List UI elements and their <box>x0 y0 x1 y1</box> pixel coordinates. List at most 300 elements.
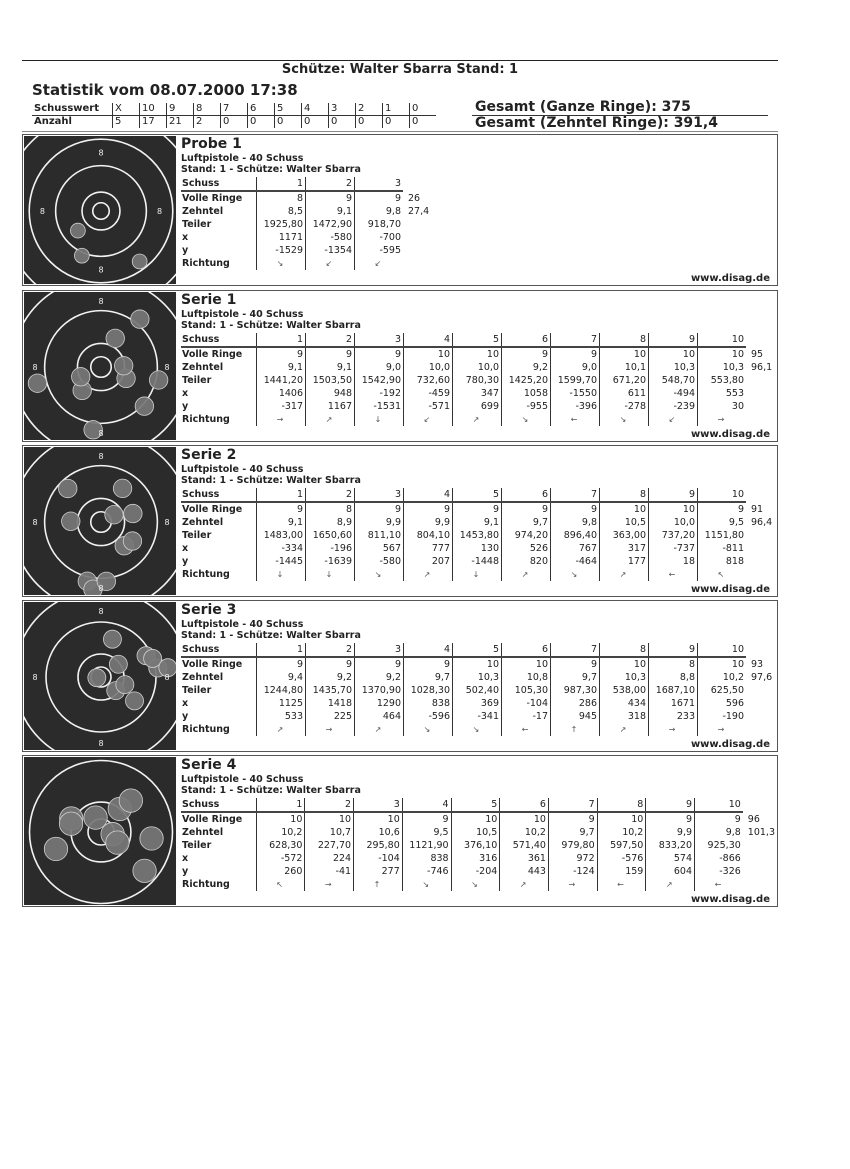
richtung-cell: ↘ <box>551 568 600 581</box>
zehntel-cell: 9,2 <box>502 361 551 374</box>
zehntel-cell: 9,9 <box>355 516 404 529</box>
row-label: Zehntel <box>182 672 224 683</box>
y-cell: 604 <box>646 865 695 878</box>
table-row <box>181 191 431 205</box>
zehntel-cell: 9,2 <box>355 671 404 684</box>
table-row <box>181 697 774 710</box>
website-link: www.disag.de <box>690 584 770 595</box>
teiler-cell: 918,70 <box>355 218 404 231</box>
table-row <box>181 710 774 723</box>
richtung-cell: ↘ <box>451 878 500 891</box>
table-row <box>181 812 777 826</box>
volle-cell: 9 <box>306 657 355 671</box>
y-cell: 277 <box>354 865 403 878</box>
row-label: Teiler <box>182 685 212 696</box>
target-ring <box>24 136 176 284</box>
target-ring <box>82 192 120 230</box>
teiler-cell: 227,70 <box>305 839 354 852</box>
shots-cell: 2 <box>306 488 355 502</box>
shots-cell: 2 <box>306 333 355 347</box>
stand-info: Stand: 1 - Schütze: Walter Sbarra <box>181 785 361 796</box>
table-row <box>181 555 774 568</box>
table-row <box>181 361 774 374</box>
richtung-cell: ↑ <box>354 878 403 891</box>
volle-cell: 9 <box>502 502 551 516</box>
volle-cell: 10 <box>453 347 502 361</box>
zehntel-cell: 8,8 <box>649 671 698 684</box>
zehntel-cell: 10,2 <box>500 826 549 839</box>
volle-cell: 10 <box>649 347 698 361</box>
series-title: Serie 1 <box>181 292 237 308</box>
total-volle: 95 <box>751 348 764 360</box>
shots-cell: 7 <box>551 643 600 657</box>
richtung-cell: ↙ <box>404 413 453 426</box>
teiler-cell: 1441,20 <box>257 374 306 387</box>
shot-hole <box>28 374 46 392</box>
volle-cell: 10 <box>597 812 646 826</box>
richtung-cell: ↗ <box>257 723 306 736</box>
table-row <box>181 852 777 865</box>
richtung-cell: ↗ <box>453 413 502 426</box>
volle-cell: 10 <box>256 812 305 826</box>
zehntel-cell: 9,2 <box>306 671 355 684</box>
series-title: Serie 4 <box>181 757 237 773</box>
y-cell: -17 <box>502 710 551 723</box>
zehntel-cell: 10,0 <box>649 516 698 529</box>
x-cell: 838 <box>402 852 451 865</box>
volle-cell: 9 <box>257 502 306 516</box>
shots-cell: 1 <box>257 333 306 347</box>
y-cell: -1639 <box>306 555 355 568</box>
total-tenth-rings: Gesamt (Zehntel Ringe): 391,4 <box>475 115 718 131</box>
schusswert-value: 10 <box>140 103 167 116</box>
target-svg <box>24 136 176 284</box>
y-cell: 30 <box>698 400 747 413</box>
x-cell: 1125 <box>257 697 306 710</box>
discipline: Luftpistole - 40 Schuss <box>181 464 304 475</box>
website-link: www.disag.de <box>690 894 770 905</box>
volle-cell: 10 <box>600 657 649 671</box>
volle-cell: 9 <box>355 502 404 516</box>
total-volle: 93 <box>751 658 764 670</box>
stand-info: Stand: 1 - Schütze: Walter Sbarra <box>181 320 361 331</box>
teiler-cell: 811,10 <box>355 529 404 542</box>
teiler-cell: 1925,80 <box>257 218 306 231</box>
shots-cell: 8 <box>600 333 649 347</box>
series-panel <box>22 134 778 286</box>
anzahl-value: 2 <box>194 116 221 129</box>
teiler-cell: 979,80 <box>548 839 597 852</box>
y-cell: 318 <box>600 710 649 723</box>
zehntel-cell: 10,2 <box>256 826 305 839</box>
shot-hole <box>62 512 80 530</box>
teiler-cell: 925,30 <box>695 839 743 852</box>
y-cell: -571 <box>404 400 453 413</box>
x-cell: -576 <box>597 852 646 865</box>
shot-table <box>181 333 774 426</box>
teiler-cell: 628,30 <box>256 839 305 852</box>
row-label: Teiler <box>182 219 212 230</box>
row-label: Teiler <box>182 375 212 386</box>
richtung-cell: ↓ <box>257 568 306 581</box>
teiler-cell: 1650,60 <box>306 529 355 542</box>
target-image <box>24 602 176 750</box>
anzahl-value: 0 <box>221 116 248 129</box>
table-row <box>181 865 777 878</box>
volle-cell: 8 <box>306 502 355 516</box>
row-label: Schuss <box>181 333 257 347</box>
shot-hole <box>116 676 134 694</box>
richtung-cell: ↘ <box>257 257 306 270</box>
shots-cell: 4 <box>404 333 453 347</box>
x-cell: 1290 <box>355 697 404 710</box>
zehntel-cell: 9,1 <box>453 516 502 529</box>
row-label: y <box>182 711 189 722</box>
volle-cell: 10 <box>698 347 747 361</box>
target-ring <box>56 166 147 257</box>
x-cell: 567 <box>355 542 404 555</box>
x-cell: 317 <box>600 542 649 555</box>
shot-hole <box>88 669 106 687</box>
y-cell: 945 <box>551 710 600 723</box>
x-cell: 434 <box>600 697 649 710</box>
zehntel-cell: 9,8 <box>695 826 743 839</box>
total-zehntel: 27,4 <box>408 206 430 217</box>
zehntel-cell: 10,1 <box>600 361 649 374</box>
shots-cell: 5 <box>453 333 502 347</box>
volle-cell: 9 <box>306 191 355 205</box>
shot-table <box>181 798 777 891</box>
ring-number: 8 <box>98 607 104 616</box>
y-cell: 443 <box>500 865 549 878</box>
y-cell: -317 <box>257 400 306 413</box>
richtung-cell: ↓ <box>453 568 502 581</box>
series-title: Probe 1 <box>181 136 242 152</box>
series-panel <box>22 600 778 752</box>
x-cell: 1671 <box>649 697 698 710</box>
shots-cell: 3 <box>355 488 404 502</box>
richtung-cell: ↗ <box>502 568 551 581</box>
target-ring <box>24 292 176 440</box>
zehntel-cell: 10,0 <box>404 361 453 374</box>
volle-cell: 9 <box>548 812 597 826</box>
teiler-cell: 1151,80 <box>698 529 747 542</box>
volle-cell: 9 <box>404 657 453 671</box>
x-cell: -192 <box>355 387 404 400</box>
y-cell: -190 <box>698 710 747 723</box>
table-row <box>181 684 774 697</box>
volle-cell: 9 <box>551 657 600 671</box>
ring-number: 8 <box>157 207 163 216</box>
table-row <box>181 347 774 361</box>
shots-cell: 3 <box>355 643 404 657</box>
table-row <box>181 671 774 684</box>
series-title: Serie 3 <box>181 602 237 618</box>
row-label: y <box>182 556 189 567</box>
table-row <box>181 826 777 839</box>
total-volle: 26 <box>408 192 421 204</box>
schusswert-value: 2 <box>356 103 383 116</box>
richtung-cell: → <box>305 878 354 891</box>
shots-cell: 7 <box>548 798 597 812</box>
richtung-cell: ↖ <box>256 878 305 891</box>
x-cell: 224 <box>305 852 354 865</box>
y-cell: -278 <box>600 400 649 413</box>
table-row <box>181 657 774 671</box>
shots-cell: 4 <box>404 488 453 502</box>
volle-cell: 9 <box>402 812 451 826</box>
x-cell: 1406 <box>257 387 306 400</box>
table-row <box>181 502 774 516</box>
table-row <box>181 488 774 502</box>
x-cell: -459 <box>404 387 453 400</box>
row-label: Schuss <box>181 488 257 502</box>
table-row <box>181 333 774 347</box>
shot-hole <box>149 371 167 389</box>
schusswert-label: Schusswert <box>32 103 113 116</box>
anzahl-value: 0 <box>356 116 383 129</box>
x-cell: -104 <box>502 697 551 710</box>
richtung-cell: ↑ <box>551 723 600 736</box>
shots-cell: 3 <box>355 333 404 347</box>
teiler-cell: 502,40 <box>453 684 502 697</box>
x-cell: 611 <box>600 387 649 400</box>
teiler-cell: 1244,80 <box>257 684 306 697</box>
teiler-cell: 896,40 <box>551 529 600 542</box>
teiler-cell: 1028,30 <box>404 684 453 697</box>
y-cell: -341 <box>453 710 502 723</box>
zehntel-cell: 9,5 <box>402 826 451 839</box>
teiler-cell: 1425,20 <box>502 374 551 387</box>
teiler-cell: 1503,50 <box>306 374 355 387</box>
row-label: Zehntel <box>182 827 224 838</box>
x-cell: -700 <box>355 231 404 244</box>
row-label: Schuss <box>181 798 256 812</box>
x-cell: -494 <box>649 387 698 400</box>
zehntel-cell: 9,7 <box>548 826 597 839</box>
teiler-cell: 974,20 <box>502 529 551 542</box>
shots-cell: 6 <box>502 333 551 347</box>
volle-cell: 10 <box>600 502 649 516</box>
shots-cell: 1 <box>257 488 306 502</box>
zehntel-cell: 9,9 <box>646 826 695 839</box>
teiler-cell: 833,20 <box>646 839 695 852</box>
x-cell: 130 <box>453 542 502 555</box>
discipline: Luftpistole - 40 Schuss <box>181 153 304 164</box>
table-row <box>181 516 774 529</box>
total-zehntel: 97,6 <box>751 672 773 683</box>
table-row <box>181 374 774 387</box>
zehntel-cell: 10,5 <box>451 826 500 839</box>
anzahl-value: 0 <box>383 116 410 129</box>
volle-cell: 9 <box>646 812 695 826</box>
shot-table <box>181 643 774 736</box>
y-cell: 699 <box>453 400 502 413</box>
teiler-cell: 538,00 <box>600 684 649 697</box>
x-cell: 316 <box>451 852 500 865</box>
volle-cell: 10 <box>600 347 649 361</box>
zehntel-cell: 10,3 <box>698 361 747 374</box>
shots-cell: 4 <box>402 798 451 812</box>
table-row <box>181 542 774 555</box>
shots-cell: 3 <box>354 798 403 812</box>
row-label: x <box>182 543 189 554</box>
zehntel-cell: 9,1 <box>257 361 306 374</box>
ring-number: 8 <box>164 363 170 372</box>
x-cell: 553 <box>698 387 747 400</box>
y-cell: -1448 <box>453 555 502 568</box>
shot-hole <box>131 310 149 328</box>
discipline: Luftpistole - 40 Schuss <box>181 309 304 320</box>
teiler-cell: 548,70 <box>649 374 698 387</box>
shot-hole <box>114 357 132 375</box>
richtung-cell: → <box>548 878 597 891</box>
ring-number: 8 <box>98 739 104 748</box>
discipline: Luftpistole - 40 Schuss <box>181 619 304 630</box>
shot-hole <box>59 812 82 835</box>
target-image <box>24 136 176 284</box>
stand-info: Stand: 1 - Schütze: Walter Sbarra <box>181 475 361 486</box>
target-ring <box>24 447 176 595</box>
teiler-cell: 1370,90 <box>355 684 404 697</box>
y-cell: 533 <box>257 710 306 723</box>
shots-cell: 9 <box>646 798 695 812</box>
shots-cell: 2 <box>305 798 354 812</box>
row-label: x <box>182 232 189 243</box>
richtung-cell: ↙ <box>649 413 698 426</box>
richtung-cell: ↙ <box>355 257 404 270</box>
shots-cell: 10 <box>698 643 747 657</box>
shot-hole <box>126 692 144 710</box>
ring-number: 8 <box>32 518 38 527</box>
row-label: Richtung <box>182 879 230 890</box>
x-cell: 1058 <box>502 387 551 400</box>
y-cell: -595 <box>355 244 404 257</box>
shots-cell: 8 <box>600 488 649 502</box>
volle-cell: 9 <box>551 502 600 516</box>
x-cell: 777 <box>404 542 453 555</box>
row-label: Richtung <box>182 258 230 269</box>
richtung-cell: ← <box>649 568 698 581</box>
zehntel-cell: 8,9 <box>306 516 355 529</box>
shot-hole <box>113 479 131 497</box>
discipline: Luftpistole - 40 Schuss <box>181 774 304 785</box>
header-rule <box>22 131 778 132</box>
teiler-cell: 732,60 <box>404 374 453 387</box>
richtung-cell: ↖ <box>698 568 747 581</box>
row-label: Volle Ringe <box>182 349 243 360</box>
y-cell: -326 <box>695 865 743 878</box>
zehntel-cell: 10,2 <box>698 671 747 684</box>
volle-cell: 10 <box>698 657 747 671</box>
shot-hole <box>44 837 67 860</box>
x-cell: 1418 <box>306 697 355 710</box>
richtung-cell: → <box>698 723 747 736</box>
row-label: y <box>182 866 189 877</box>
zehntel-cell: 9,7 <box>404 671 453 684</box>
total-zehntel: 101,3 <box>747 827 775 838</box>
y-cell: -1445 <box>257 555 306 568</box>
richtung-cell: → <box>698 413 747 426</box>
teiler-cell: 1453,80 <box>453 529 502 542</box>
richtung-cell: ↘ <box>600 413 649 426</box>
anzahl-value: 0 <box>275 116 302 129</box>
zehntel-cell: 8,5 <box>257 205 306 218</box>
richtung-cell: ← <box>502 723 551 736</box>
richtung-cell: ↗ <box>355 723 404 736</box>
shots-cell: 6 <box>502 643 551 657</box>
volle-cell: 9 <box>551 347 600 361</box>
volle-cell: 10 <box>404 347 453 361</box>
zehntel-cell: 10,3 <box>453 671 502 684</box>
ring-number: 8 <box>98 148 104 158</box>
teiler-cell: 295,80 <box>354 839 403 852</box>
table-row <box>181 413 774 426</box>
teiler-cell: 625,50 <box>698 684 747 697</box>
shots-cell: 3 <box>355 177 404 191</box>
zehntel-cell: 9,1 <box>306 205 355 218</box>
table-row <box>181 387 774 400</box>
table-row <box>181 244 431 257</box>
shot-hole <box>132 254 147 269</box>
table-row <box>181 177 431 191</box>
shots-cell: 9 <box>649 488 698 502</box>
richtung-cell: ↗ <box>404 568 453 581</box>
y-cell: 260 <box>256 865 305 878</box>
y-cell: -464 <box>551 555 600 568</box>
shot-hole <box>74 248 89 263</box>
x-cell: 1171 <box>257 231 306 244</box>
shots-cell: 10 <box>695 798 743 812</box>
page-title: Schütze: Walter Sbarra Stand: 1 <box>281 62 519 77</box>
row-label: Volle Ringe <box>182 193 243 204</box>
volle-cell: 9 <box>404 502 453 516</box>
shots-cell: 2 <box>306 177 355 191</box>
row-label: y <box>182 245 189 256</box>
table-row <box>181 257 431 270</box>
ring-number: 8 <box>32 363 38 372</box>
total-volle: 96 <box>747 813 760 825</box>
teiler-cell: 363,00 <box>600 529 649 542</box>
schusswert-value: 4 <box>302 103 329 116</box>
target-image <box>24 447 176 595</box>
shot-hole <box>59 479 77 497</box>
shot-hole <box>84 806 107 829</box>
series-panel <box>22 445 778 597</box>
teiler-cell: 780,30 <box>453 374 502 387</box>
zehntel-cell: 10,6 <box>354 826 403 839</box>
target-ring <box>91 357 112 378</box>
schusswert-value: 8 <box>194 103 221 116</box>
y-cell: 1167 <box>306 400 355 413</box>
target-svg <box>24 292 176 440</box>
richtung-cell: → <box>257 413 306 426</box>
row-label: x <box>182 698 189 709</box>
schusswert-value: 0 <box>410 103 437 116</box>
zehntel-cell: 10,3 <box>600 671 649 684</box>
stand-info: Stand: 1 - Schütze: Walter Sbarra <box>181 164 361 175</box>
x-cell: -196 <box>306 542 355 555</box>
row-label: y <box>182 401 189 412</box>
shots-cell: 1 <box>257 643 306 657</box>
volle-cell: 8 <box>649 657 698 671</box>
website-link: www.disag.de <box>690 429 770 440</box>
schusswert-value: 6 <box>248 103 275 116</box>
x-cell: -580 <box>306 231 355 244</box>
zehntel-cell: 10,0 <box>453 361 502 374</box>
shots-cell: 10 <box>698 488 747 502</box>
volle-cell: 9 <box>306 347 355 361</box>
